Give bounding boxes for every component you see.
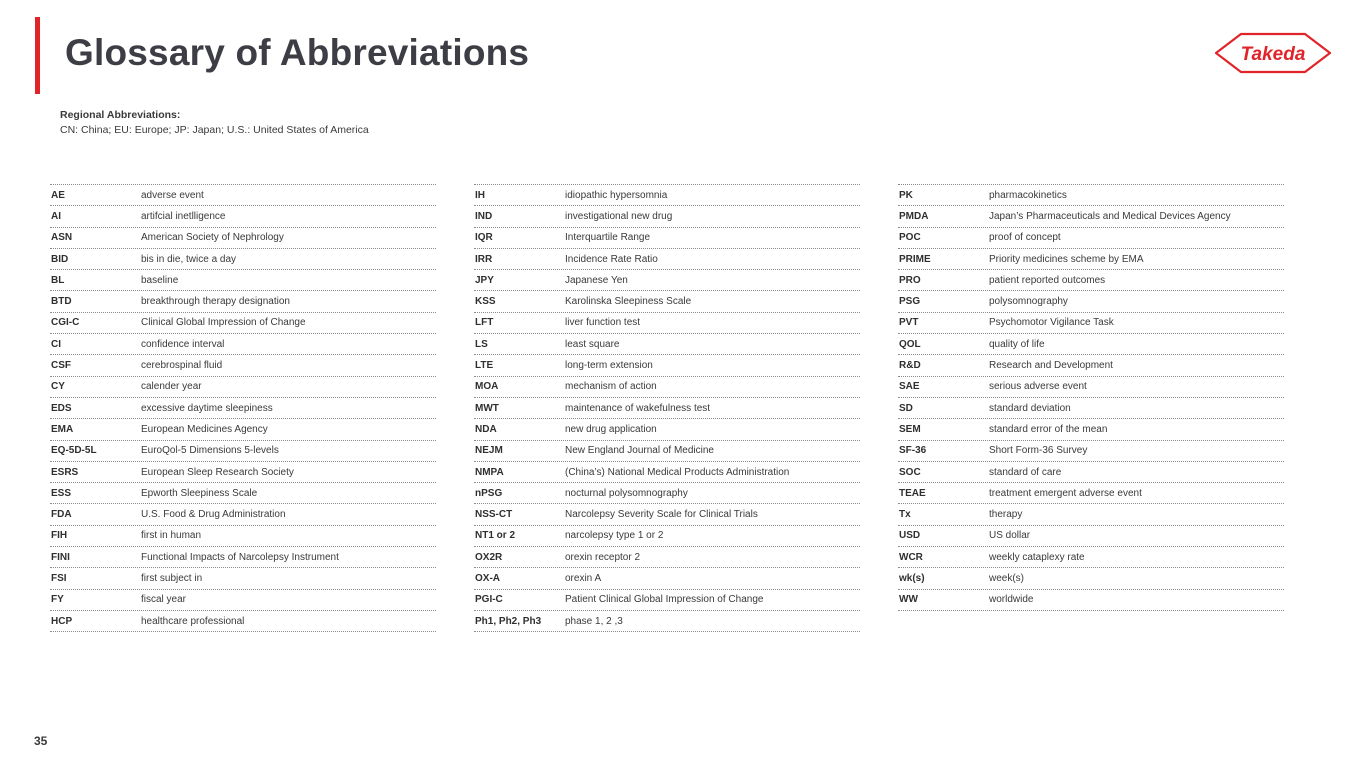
glossary-abbreviation: ESS: [51, 487, 72, 499]
glossary-row: [50, 355, 436, 376]
glossary-definition: baseline: [141, 274, 179, 286]
glossary-abbreviation: FSI: [51, 572, 67, 584]
glossary-row: [50, 206, 436, 227]
glossary-abbreviation: IRR: [475, 253, 493, 265]
glossary-definition: Functional Impacts of Narcolepsy Instrument: [141, 551, 339, 563]
glossary-definition: Short Form-36 Survey: [989, 445, 1088, 457]
glossary-definition: patient reported outcomes: [989, 274, 1106, 286]
glossary-abbreviation: IQR: [475, 232, 493, 244]
glossary-abbreviation: IH: [475, 189, 485, 201]
glossary-row: [898, 334, 1284, 355]
glossary-row: [50, 441, 436, 462]
glossary-abbreviation: EDS: [51, 402, 72, 414]
glossary-abbreviation: BTD: [51, 296, 72, 308]
glossary-row: [474, 270, 860, 291]
glossary-abbreviation: ASN: [51, 232, 73, 244]
glossary-definition: first subject in: [141, 572, 203, 584]
glossary-row: [474, 441, 860, 462]
glossary-definition: worldwide: [989, 594, 1034, 606]
glossary-row: [474, 355, 860, 376]
glossary-abbreviation: WCR: [899, 551, 923, 563]
glossary-abbreviation: NSS-CT: [475, 509, 513, 521]
glossary-abbreviation: FINI: [51, 551, 70, 563]
glossary-definition: Epworth Sleepiness Scale: [141, 487, 258, 499]
glossary-definition: pharmacokinetics: [989, 189, 1067, 201]
regional-abbreviations: [60, 108, 369, 138]
glossary-row: [898, 313, 1284, 334]
glossary-abbreviation: JPY: [475, 274, 494, 286]
glossary-row: [50, 590, 436, 611]
glossary-abbreviation: AI: [51, 210, 61, 222]
glossary-row: [474, 249, 860, 270]
glossary-abbreviation: LTE: [475, 360, 494, 372]
glossary-row: [50, 419, 436, 440]
glossary-abbreviation: CGI-C: [51, 317, 80, 329]
page-title: Glossary of Abbreviations: [65, 32, 530, 73]
glossary-abbreviation: CY: [51, 381, 65, 393]
glossary-row: [898, 355, 1284, 376]
glossary-abbreviation: FIH: [51, 530, 68, 542]
glossary-abbreviation: TEAE: [899, 487, 926, 499]
glossary-row: [898, 291, 1284, 312]
glossary-abbreviation: WW: [899, 594, 918, 606]
glossary-row: [50, 313, 436, 334]
glossary-abbreviation: HCP: [51, 615, 73, 627]
glossary-definition: first in human: [141, 530, 202, 542]
glossary-abbreviation: Ph1, Ph2, Ph3: [475, 615, 542, 627]
regional-value: CN: China; EU: Europe; JP: Japan; U.S.: United States of America: [60, 124, 369, 136]
glossary-row: [50, 547, 436, 568]
glossary-row: [50, 228, 436, 249]
glossary-definition: standard error of the mean: [989, 423, 1108, 435]
glossary-abbreviation: CI: [51, 338, 61, 350]
glossary-definition: EuroQol-5 Dimensions 5-levels: [141, 445, 279, 457]
glossary-definition: Japan’s Pharmaceuticals and Medical Devices Agency: [989, 210, 1231, 222]
glossary-abbreviation: MOA: [475, 381, 499, 393]
glossary-row: [50, 249, 436, 270]
glossary-abbreviation: LS: [475, 338, 488, 350]
glossary-definition: long-term extension: [565, 360, 653, 372]
glossary-row: [474, 313, 860, 334]
glossary-definition: orexin receptor 2: [565, 551, 641, 563]
glossary-definition: healthcare professional: [141, 615, 245, 627]
glossary-definition: investigational new drug: [565, 210, 673, 222]
glossary-abbreviation: BL: [51, 274, 65, 286]
glossary-definition: Priority medicines scheme by EMA: [989, 253, 1144, 265]
glossary-row: [898, 185, 1284, 206]
glossary-definition: polysomnography: [989, 296, 1068, 308]
glossary-abbreviation: ESRS: [51, 466, 79, 478]
glossary-definition: Narcolepsy Severity Scale for Clinical Trials: [565, 509, 758, 521]
glossary-definition: therapy: [989, 509, 1023, 521]
glossary-definition: maintenance of wakefulness test: [565, 402, 711, 414]
glossary-row: [898, 483, 1284, 504]
glossary-definition: Incidence Rate Ratio: [565, 253, 658, 265]
glossary-abbreviation: SOC: [899, 466, 921, 478]
glossary-definition: quality of life: [989, 338, 1045, 350]
glossary-abbreviation: PGI-C: [475, 594, 503, 606]
glossary-abbreviation: OX-A: [475, 572, 500, 584]
glossary-row: [898, 419, 1284, 440]
glossary-definition: cerebrospinal fluid: [141, 360, 223, 372]
glossary-definition: Karolinska Sleepiness Scale: [565, 296, 692, 308]
glossary-abbreviation: SAE: [899, 381, 920, 393]
glossary-abbreviation: EQ-5D-5L: [51, 445, 97, 457]
glossary-definition: proof of concept: [989, 232, 1061, 244]
glossary-abbreviation: EMA: [51, 423, 74, 435]
glossary-row: [474, 377, 860, 398]
glossary-row: [474, 504, 860, 525]
glossary-definition: European Medicines Agency: [141, 423, 268, 435]
glossary-definition: narcolepsy type 1 or 2: [565, 530, 664, 542]
glossary-abbreviation: R&D: [899, 360, 921, 372]
glossary-abbreviation: SD: [899, 402, 913, 414]
glossary-row: [474, 611, 860, 632]
glossary-column-3: [898, 184, 1284, 611]
glossary-abbreviation: CSF: [51, 360, 71, 372]
title-accent-bar: [35, 17, 40, 94]
glossary-abbreviation: PK: [899, 189, 913, 201]
glossary-definition: liver function test: [565, 317, 641, 329]
glossary-definition: least square: [565, 338, 620, 350]
glossary-definition: excessive daytime sleepiness: [141, 402, 273, 414]
logo-text: Takeda: [1240, 44, 1306, 65]
glossary-definition: adverse event: [141, 189, 204, 201]
glossary-row: [50, 568, 436, 589]
glossary-definition: weekly cataplexy rate: [989, 551, 1085, 563]
glossary-abbreviation: PVT: [899, 317, 919, 329]
glossary-abbreviation: PMDA: [899, 210, 929, 222]
glossary-abbreviation: FY: [51, 594, 64, 606]
glossary-row: [898, 206, 1284, 227]
glossary-row: [898, 568, 1284, 589]
glossary-row: [898, 526, 1284, 547]
glossary-row: [898, 547, 1284, 568]
glossary-definition: treatment emergent adverse event: [989, 487, 1142, 499]
glossary-row: [50, 398, 436, 419]
glossary-abbreviation: FDA: [51, 509, 72, 521]
glossary-row: [50, 483, 436, 504]
glossary-definition: orexin A: [565, 572, 602, 584]
glossary-row: [50, 611, 436, 632]
glossary-row: [474, 526, 860, 547]
glossary-abbreviation: IND: [475, 210, 493, 222]
glossary-row: [898, 249, 1284, 270]
glossary-abbreviation: SEM: [899, 423, 921, 435]
glossary-definition: fiscal year: [141, 594, 187, 606]
glossary-abbreviation: NMPA: [475, 466, 504, 478]
glossary-abbreviation: PSG: [899, 296, 921, 308]
glossary-definition: standard deviation: [989, 402, 1071, 414]
glossary-abbreviation: NDA: [475, 423, 497, 435]
glossary-row: [50, 377, 436, 398]
glossary-definition: New England Journal of Medicine: [565, 445, 714, 457]
glossary-row: [898, 504, 1284, 525]
glossary-definition: Interquartile Range: [565, 232, 651, 244]
glossary-abbreviation: KSS: [475, 296, 496, 308]
glossary-definition: US dollar: [989, 530, 1031, 542]
glossary-definition: calender year: [141, 381, 202, 393]
glossary-abbreviation: AE: [51, 189, 65, 201]
glossary-row: [50, 334, 436, 355]
glossary-abbreviation: USD: [899, 530, 921, 542]
glossary-row: [898, 270, 1284, 291]
glossary-row: [898, 462, 1284, 483]
glossary-definition: mechanism of action: [565, 381, 657, 393]
glossary-row: [898, 377, 1284, 398]
glossary-abbreviation: MWT: [475, 402, 499, 414]
glossary-definition: American Society of Nephrology: [141, 232, 284, 244]
glossary-row: [898, 228, 1284, 249]
glossary-definition: week(s): [989, 572, 1025, 584]
glossary-definition: standard of care: [989, 466, 1062, 478]
glossary-definition: Research and Development: [989, 360, 1113, 372]
glossary-definition: serious adverse event: [989, 381, 1087, 393]
regional-label: Regional Abbreviations:: [60, 109, 181, 121]
glossary-row: [474, 291, 860, 312]
glossary-definition: phase 1, 2 ,3: [565, 615, 623, 627]
glossary-abbreviation: POC: [899, 232, 921, 244]
glossary-definition: Patient Clinical Global Impression of Change: [565, 594, 764, 606]
glossary-row: [898, 441, 1284, 462]
glossary-definition: bis in die, twice a day: [141, 253, 237, 265]
glossary-definition: Clinical Global Impression of Change: [141, 317, 306, 329]
glossary-definition: idiopathic hypersomnia: [565, 189, 668, 201]
page-number: 35: [34, 734, 48, 748]
glossary-definition: confidence interval: [141, 338, 225, 350]
glossary-definition: artifcial inetlligence: [141, 210, 226, 222]
glossary-abbreviation: OX2R: [475, 551, 503, 563]
glossary-row: [898, 590, 1284, 611]
glossary-abbreviation: NT1 or 2: [475, 530, 516, 542]
glossary-definition: breakthrough therapy designation: [141, 296, 290, 308]
glossary-row: [474, 185, 860, 206]
glossary-abbreviation: nPSG: [475, 487, 503, 499]
glossary-definition: nocturnal polysomnography: [565, 487, 688, 499]
glossary-row: [474, 228, 860, 249]
glossary-abbreviation: LFT: [475, 317, 494, 329]
glossary-column-2: [474, 184, 860, 632]
glossary-row: [50, 504, 436, 525]
glossary-abbreviation: BID: [51, 253, 69, 265]
glossary-row: [474, 568, 860, 589]
glossary-definition: new drug application: [565, 423, 657, 435]
glossary-row: [50, 462, 436, 483]
glossary-row: [474, 590, 860, 611]
glossary-abbreviation: PRIME: [899, 253, 931, 265]
glossary-abbreviation: wk(s): [899, 572, 925, 584]
glossary-row: [50, 270, 436, 291]
glossary-abbreviation: NEJM: [475, 445, 503, 457]
glossary-row: [50, 185, 436, 206]
glossary-definition: Japanese Yen: [565, 274, 628, 286]
glossary-definition: European Sleep Research Society: [141, 466, 294, 478]
glossary-row: [898, 398, 1284, 419]
glossary-definition: U.S. Food & Drug Administration: [141, 509, 286, 521]
glossary-definition: Psychomotor Vigilance Task: [989, 317, 1114, 329]
glossary-abbreviation: Tx: [899, 509, 911, 521]
glossary-row: [474, 462, 860, 483]
glossary-abbreviation: QOL: [899, 338, 921, 350]
takeda-logo: [1213, 30, 1333, 76]
glossary-row: [474, 483, 860, 504]
glossary-abbreviation: PRO: [899, 274, 921, 286]
glossary-row: [474, 398, 860, 419]
glossary-column-1: [50, 184, 436, 632]
glossary-row: [474, 419, 860, 440]
glossary-definition: (China’s) National Medical Products Administration: [565, 466, 790, 478]
glossary-row: [474, 334, 860, 355]
glossary-row: [474, 547, 860, 568]
glossary-row: [50, 291, 436, 312]
glossary-row: [474, 206, 860, 227]
glossary-row: [50, 526, 436, 547]
glossary-abbreviation: SF-36: [899, 445, 927, 457]
